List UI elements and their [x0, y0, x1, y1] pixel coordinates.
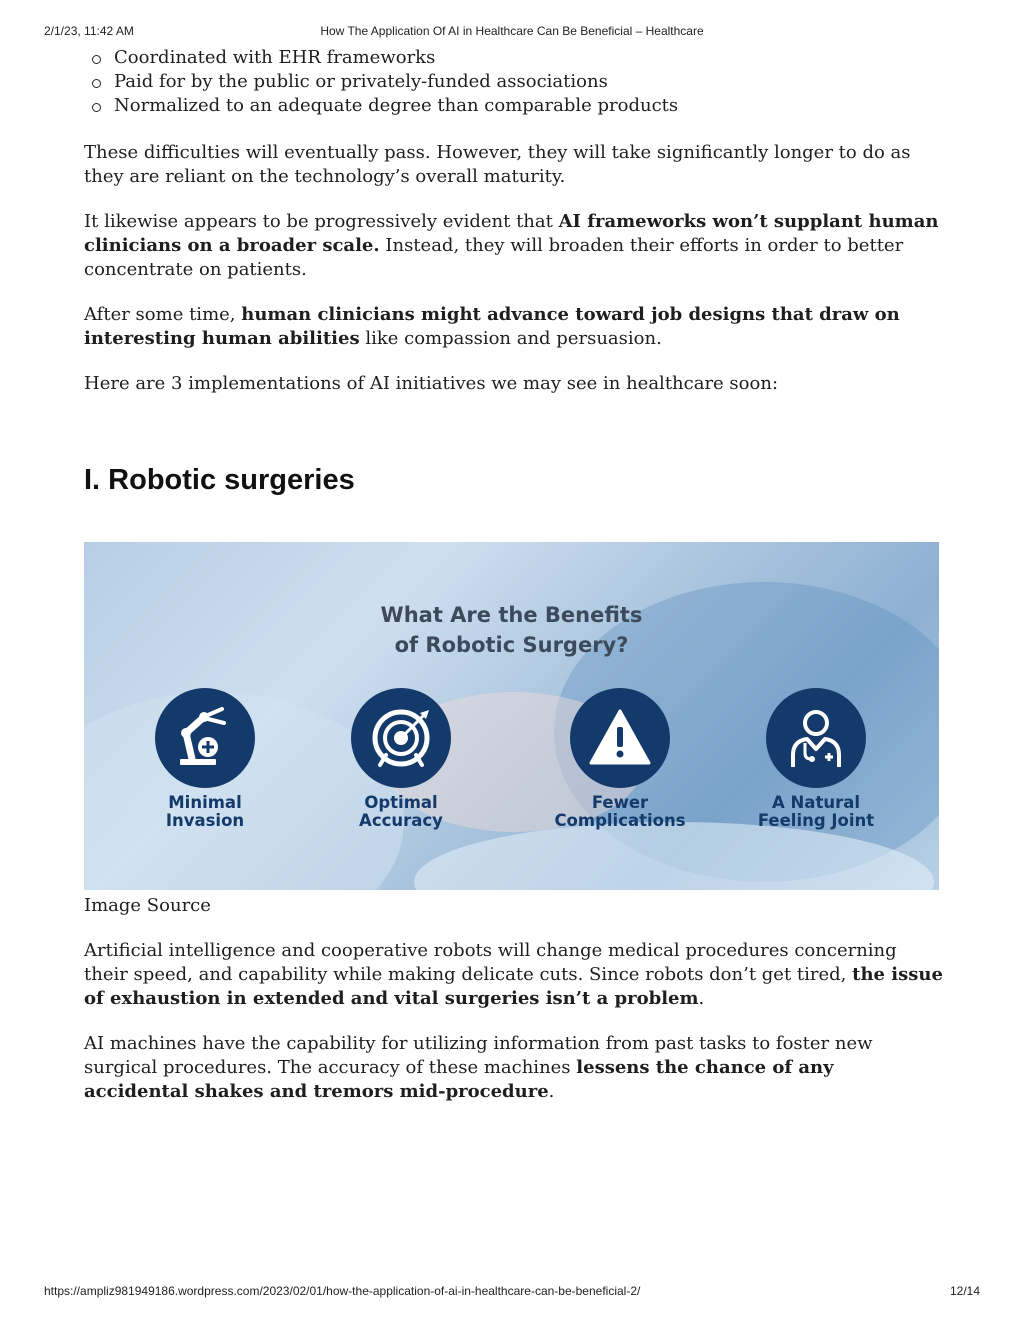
list-item: Normalized to an adequate degree than comparable products	[90, 94, 944, 118]
section-heading: I. Robotic surgeries	[84, 464, 355, 496]
print-title: How The Application Of AI in Healthcare Can Be Beneficial – Healthcare	[320, 24, 704, 38]
doctor-icon	[766, 688, 866, 788]
benefit-natural-feeling-joint: A Natural Feeling Joint	[731, 688, 901, 830]
print-date: 2/1/23, 11:42 AM	[44, 24, 134, 38]
list-item: Paid for by the public or privately-funded associations	[90, 70, 944, 94]
list-item: Coordinated with EHR frameworks	[90, 46, 944, 70]
print-header	[0, 24, 1024, 40]
image-source-caption: Image Source	[84, 895, 211, 916]
article-content	[84, 46, 944, 1104]
paragraph: Here are 3 implementations of AI initiatives we may see in healthcare soon:	[84, 373, 779, 394]
page-number: 12/14	[949, 1284, 980, 1298]
benefit-minimal-invasion: Minimal Invasion	[120, 688, 290, 830]
print-footer	[0, 1284, 1024, 1300]
paragraph: Artificial intelligence and cooperative robots will change medical procedures concerning their speed, and capability while making delicate cuts. Since robots don’t get tired, the issue of exhaustion in extended and vital surgeries isn’t a problem.	[84, 940, 943, 1009]
benefit-fewer-complications: Fewer Complications	[535, 688, 705, 830]
target-icon	[351, 688, 451, 788]
paragraph: AI machines have the capability for utilizing information from past tasks to foster new surgical procedures. The accuracy of these machines lessens the chance of any accidental shakes and tremors mid-procedure.	[84, 1033, 873, 1102]
circle-bullet-icon	[92, 103, 101, 112]
benefit-optimal-accuracy: Optimal Accuracy	[316, 688, 486, 830]
robotic-surgery-image	[84, 542, 939, 890]
requirements-list	[84, 46, 944, 118]
paragraph: After some time, human clinicians might advance toward job designs that draw on interesting human abilities like compassion and persuasion.	[84, 304, 900, 349]
circle-bullet-icon	[92, 55, 101, 64]
robotic-arm-icon	[155, 688, 255, 788]
paragraph: It likewise appears to be progressively evident that AI frameworks won’t supplant human clinicians on a broader scale. Instead, they will broaden their efforts in order to better concentrate on patients.	[84, 211, 939, 280]
warning-icon	[570, 688, 670, 788]
circle-bullet-icon	[92, 79, 101, 88]
figure-title: What Are the Benefits of Robotic Surgery?	[380, 603, 643, 657]
page-url: https://ampliz981949186.wordpress.com/2023/02/01/how-the-application-of-ai-in-healthcare-can-be-beneficial-2/	[44, 1284, 641, 1298]
paragraph: These difficulties will eventually pass. However, they will take significantly longer to do as they are reliant on the technology’s overall maturity.	[84, 142, 911, 187]
